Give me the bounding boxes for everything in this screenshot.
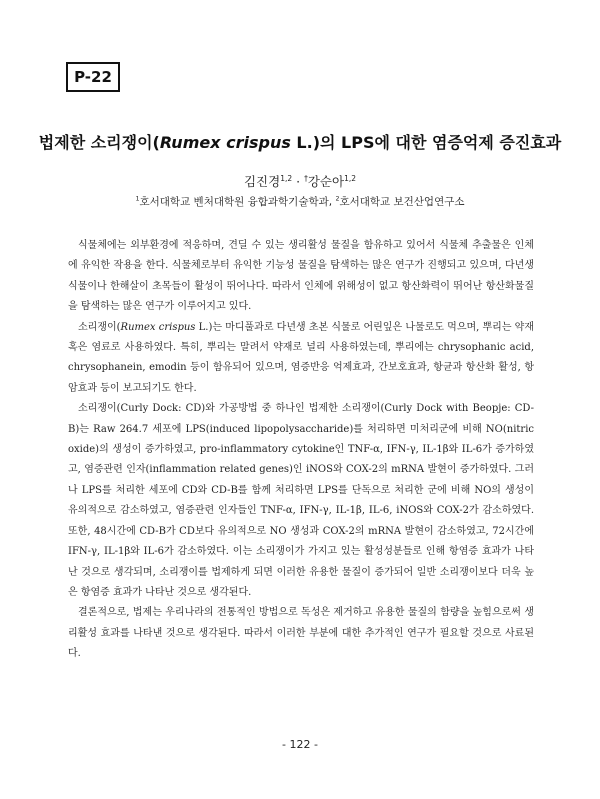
abstract-body [68,236,534,665]
author-2-affiliation: 1,2 [344,173,356,183]
affiliation-2: 호서대학교 보건산업연구소 [339,196,465,208]
paragraph-intro: 식물체에는 외부환경에 적응하며, 견딜 수 있는 생리활성 물질을 함유하고 있어서 식물체 추출물은 인체에 유익한 작용을 한다. 식물체로부터 유익한 기능성 물질을 탐색하는 많은 연구가 진행되고 있으며, 다년생 식물이나 한해살이 초목들이 활성이 뛰어나다. 따라서 인체에 위해성이 없고 항산화력이 뛰어난 항산화물질을 탐색하는 많은 연구가 이루어지고 있다. [68,240,534,313]
paragraph-rumex-scientific: Rumex crispus [120,321,196,333]
affiliation-2-mark: 2 [335,195,340,203]
author-separator: · [292,174,305,189]
title-scientific-name: Rumex crispus [159,133,291,152]
paragraph-rumex-start: 소리쟁이( [78,321,121,333]
affiliation-1: 호서대학교 벤처대학원 융합과학기술학과, [139,196,336,208]
paragraph-results: 소리쟁이(Curly Dock: CD)와 가공방법 중 하나인 법제한 소리쟁이(Curly Dock with Beopje: CD-B)는 Raw 264.7 세포에 LPS(induced lipopolysaccharide)를 처리하면 미처리군에 비해 NO(nitric oxide)의 생성이 증가하였고, pro-inflammatory cytokine인 TNF-α, IFN-γ, IL-1β와 IL-6가 증가하였고, 염증관련 인자(inflammation related genes)인 iNOS와 COX-2의 mRNA 발현이 증가하였다. 그러나 LPS를 처리한 세포에 CD와 CD-B를 함께 처리하면 LPS를 단독으로 처리한 군에 비해 NO의 생성이 유의적으로 감소하였고, 염증관련 인자들인 TNF-α, IFN-γ, IL-1β, IL-6, iNOS와 COX-2가 감소하였다. 또한, 48시간에 CD-B가 CD보다 유의적으로 NO 생성과 COX-2의 mRNA 발현이 감소하였고, 72시간에 IFN-γ, IL-1β와 IL-6가 감소하였다. 이는 소리쟁이가 가지고 있는 활성성분들로 인해 항염증 효과가 나타난 것으로 생각되며, 소리쟁이를 법제하게 되면 이러한 유용한 물질이 증가되어 일반 소리쟁이보다 더욱 높은 항염증 효과가 나타난 것으로 생각된다. [68,403,534,598]
title-prefix: 법제한 소리쟁이( [38,133,160,152]
affiliation-line [0,194,600,209]
author-1-name: 김진경 [243,174,281,189]
corresponding-mark: † [304,173,308,183]
poster-number-badge: P-22 [66,62,120,92]
paper-title [0,130,600,153]
title-suffix: L.)의 LPS에 대한 염증억제 증진효과 [290,133,562,152]
affiliation-1-mark: 1 [135,195,140,203]
paragraph-rumex [68,318,534,400]
paragraph-conclusion: 결론적으로, 법제는 우리나라의 전통적인 방법으로 독성은 제거하고 유용한 물질의 함량을 높힘으로써 생리활성 효과를 나타낸 것으로 생각된다. 따라서 이러한 부분에 대한 추가적인 연구가 필요할 것으로 사료된다. [68,607,534,660]
author-1-affiliation: 1,2 [280,173,293,183]
author-2-name: 강순아 [307,174,345,189]
paragraph-rumex-rest: L.)는 마디풀과로 다년생 초본 식물로 어린잎은 나물로도 먹으며, 뿌리는 약재 혹은 염료로 사용하였다. 특히, 뿌리는 말려서 약재로 널리 사용하였는데, 뿌리에는 chrysophanic acid, chrysophanein, emodin 등이 함유되어 있으며, 염증반응 억제효과, 간보호효과, 항균과 항산화 활성, 항암효과 등이 보고되기도 한다. [68,321,534,394]
page-number: - 122 - [282,738,318,751]
author-line [0,172,600,190]
